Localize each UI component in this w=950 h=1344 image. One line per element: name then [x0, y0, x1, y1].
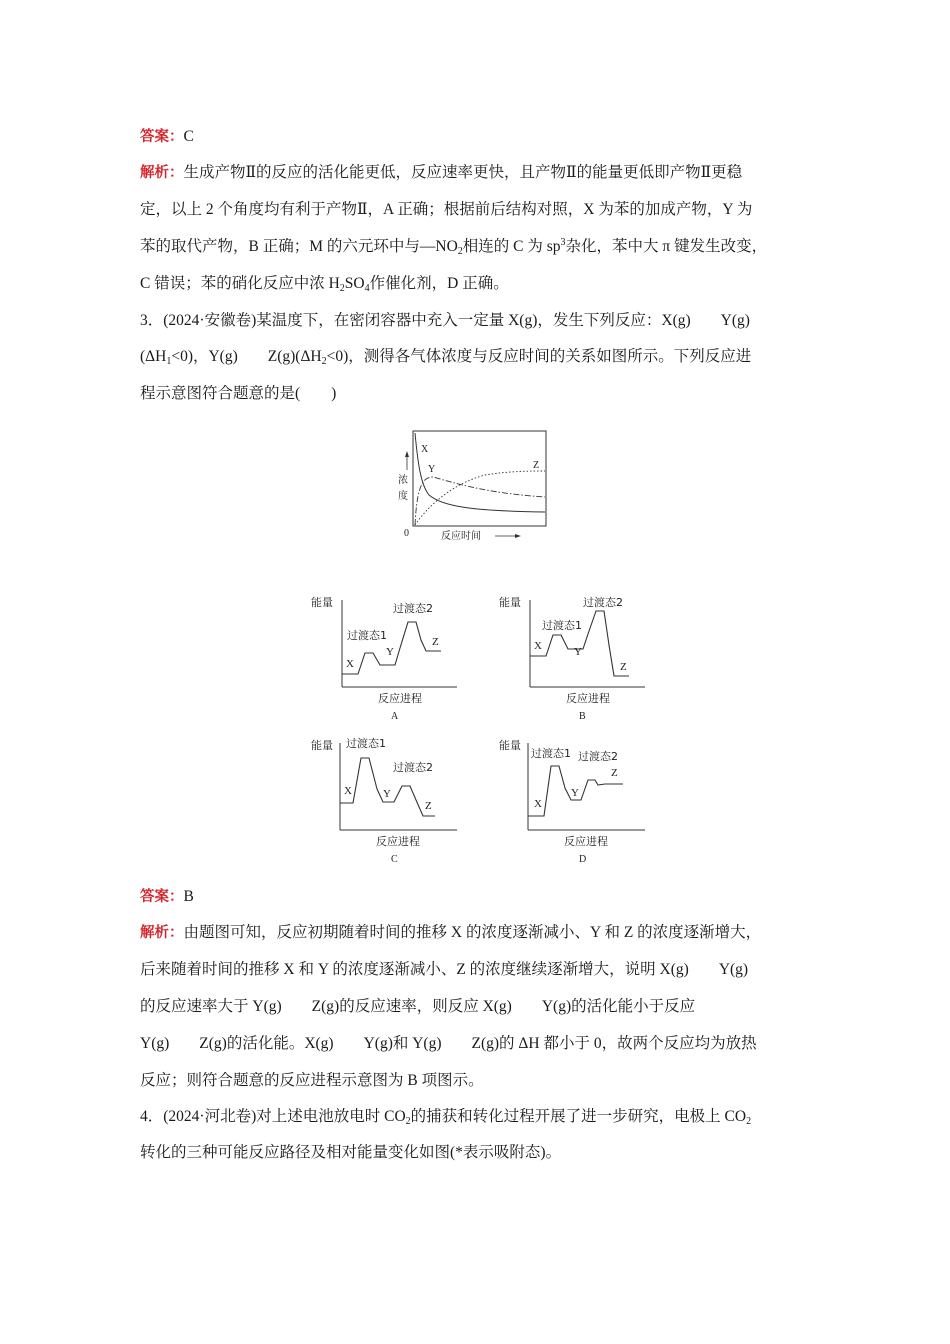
svg-text:能量: 能量	[311, 596, 333, 609]
option-c-graph	[305, 733, 465, 868]
ylabel-1: 浓	[398, 475, 408, 486]
svg-text:Z: Z	[620, 661, 627, 673]
q3-stem-line-1: 3．(2024·安徽卷)某温度下，在密闭容器中充入一定量 X(g)，发生下列反应：X(g) Y(g)	[140, 312, 750, 329]
svg-text:Y: Y	[383, 788, 391, 800]
svg-text:过渡态1: 过渡态1	[346, 737, 386, 750]
q3-analysis-line-5: 反应；则符合题意的反应进程示意图为 B 项图示。	[140, 1072, 484, 1089]
svg-text:X: X	[346, 658, 354, 670]
answer-value: C	[183, 128, 194, 145]
svg-text:Y: Y	[386, 646, 394, 658]
svg-text:Z: Z	[432, 636, 439, 648]
q2-analysis-line-4: C 错误；苯的硝化反应中浓 $H_2SO_4$作催化剂，D 正确。	[140, 275, 509, 294]
svg-text:反应进程: 反应进程	[378, 692, 422, 705]
svg-text:能量: 能量	[499, 596, 521, 609]
svg-text:过渡态2: 过渡态2	[393, 761, 433, 774]
svg-text:Y: Y	[571, 787, 579, 799]
analysis-label: 解析：	[140, 165, 184, 181]
q3-analysis-line-3: 的反应速率大于 Y(g) Z(g)的反应速率，则反应 X(g) Y(g)的活化能小于反应	[140, 998, 696, 1015]
svg-text:过渡态2: 过渡态2	[393, 602, 433, 615]
q3-answer	[140, 886, 194, 908]
answer-label: 答案：	[140, 889, 184, 905]
analysis-label: 解析：	[140, 925, 184, 941]
svg-text:Z: Z	[425, 800, 432, 812]
q3-stem-line-2: $(\Delta H_1<0)$，Y(g) $Z(g)(\Delta H_2<0)$，测得各气体浓度与反应时间的关系如图所示。下列反应进	[140, 348, 752, 367]
svg-text:过渡态2: 过渡态2	[583, 596, 623, 609]
svg-text:能量: 能量	[311, 739, 333, 752]
option-letter: D	[579, 854, 587, 865]
svg-text:Y: Y	[574, 646, 582, 658]
q2-answer	[140, 126, 194, 148]
option-d-graph	[493, 733, 653, 868]
q4-stem-line-2: 转化的三种可能反应路径及相对能量变化如图(*表示吸附态)。	[140, 1144, 562, 1161]
label-x: X	[421, 444, 429, 455]
svg-text:过渡态1: 过渡态1	[531, 747, 571, 760]
concentration-time-graph	[385, 425, 560, 550]
q3-analysis-line-2: 后来随着时间的推移 X 和 Y 的浓度逐渐减小、Z 的浓度继续逐渐增大，说明 X(g) Y(g)	[140, 961, 749, 978]
option-letter: A	[391, 711, 399, 722]
q4-stem-line-1: 4．(2024·河北卷)对上述电池放电时 $CO_2$的捕获和转化过程开展了进一步研究，电极上 $CO_2$	[140, 1108, 752, 1127]
q3-analysis-line-4: Y(g) Z(g)的活化能。X(g) Y(g)和 Y(g) Z(g)的 ΔH 都小于 0，故两个反应均为放热	[140, 1035, 757, 1052]
svg-text:X: X	[534, 640, 542, 652]
svg-text:X: X	[344, 785, 352, 797]
option-letter: C	[391, 854, 398, 865]
q2-analysis-line-2: 定，以上 2 个角度均有利于产物Ⅱ，A 正确；根据前后结构对照，X 为苯的加成产物，Y 为	[140, 201, 753, 218]
xlabel: 反应时间	[441, 531, 481, 542]
q3-stem-line-3: 程示意图符合题意的是( )	[140, 385, 337, 402]
svg-text:过渡态1: 过渡态1	[347, 629, 387, 642]
svg-text:过渡态1: 过渡态1	[542, 619, 582, 632]
curve-y	[415, 477, 545, 525]
q2-analysis-line-3: 苯的取代产物，B 正确；M 的六元环中与$—NO_2$相连的 C 为 $sp^3$杂化，苯中大 π 键发生改变，	[140, 237, 768, 257]
label-z: Z	[533, 460, 540, 471]
label-y: Y	[428, 464, 436, 475]
svg-text:Z: Z	[611, 767, 618, 779]
option-letter: B	[579, 711, 586, 722]
q3-analysis-line-1: 解析：由题图可知，反应初期随着时间的推移 X 的浓度逐渐减小、Y 和 Z 的浓度逐渐增大，	[140, 924, 762, 941]
option-b-graph	[493, 590, 653, 725]
origin-label: 0	[404, 528, 409, 539]
svg-text:反应进程: 反应进程	[564, 835, 608, 848]
ylabel-2: 度	[398, 491, 408, 502]
answer-label: 答案：	[140, 129, 184, 145]
curve-z	[415, 471, 545, 525]
svg-text:过渡态2: 过渡态2	[578, 750, 618, 763]
svg-text:反应进程: 反应进程	[376, 835, 420, 848]
q2-analysis-line-1: 解析：生成产物Ⅱ的反应的活化能更低，反应速率更快，且产物Ⅱ的能量更低即产物Ⅱ更稳	[140, 164, 743, 181]
svg-text:能量: 能量	[499, 739, 521, 752]
answer-value: B	[183, 888, 194, 905]
option-a-graph	[305, 590, 465, 725]
svg-text:反应进程: 反应进程	[566, 692, 610, 705]
svg-text:X: X	[534, 798, 542, 810]
